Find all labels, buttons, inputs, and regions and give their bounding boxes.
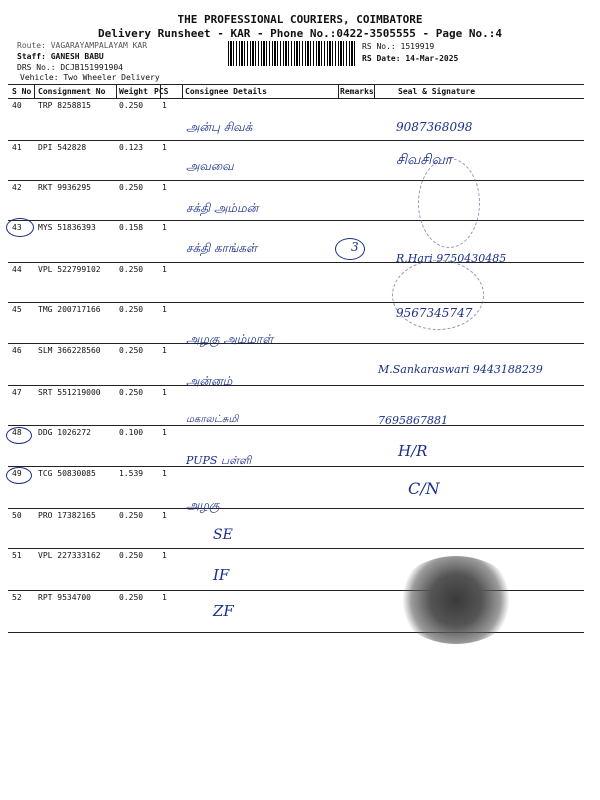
consignee-handwriting: SE (213, 527, 233, 543)
office-stamp (392, 260, 484, 330)
consignee-handwriting: அழகு அம்மாள் (186, 332, 274, 346)
row-sno: 52 (12, 593, 22, 602)
row-weight: 0.250 (119, 551, 144, 560)
row-pcs: 1 (162, 428, 167, 437)
vehicle-label: Vehicle: Two Wheeler Delivery (20, 73, 160, 82)
row-weight: 0.250 (119, 593, 144, 602)
row-pcs: 1 (162, 551, 167, 560)
row-pcs: 1 (162, 388, 167, 397)
row-pcs: 1 (162, 469, 167, 478)
row-pcs: 1 (162, 101, 167, 110)
rs-number: RS No.: 1519919 (362, 42, 435, 51)
row-sno: 45 (12, 305, 22, 314)
row-sno: 43 (12, 223, 22, 232)
consignee-handwriting: அழகு (186, 498, 220, 512)
row-consignment: PRO 17382165 (38, 511, 96, 520)
row-pcs: 1 (162, 183, 167, 192)
consignee-handwriting: அன்பு சிவக் (186, 120, 253, 134)
row-weight: 0.250 (119, 346, 144, 355)
row-weight: 0.250 (119, 101, 144, 110)
consignee-handwriting: அன்னம் (186, 374, 233, 388)
row-consignment: TMG 200717166 (38, 305, 101, 314)
signature-handwriting: 9567345747 (396, 306, 473, 320)
column-remarks: Remarks (340, 87, 374, 96)
row-consignment: VPL 522799102 (38, 265, 101, 274)
circle-mark (6, 427, 32, 444)
row-consignment: DDG 1026272 (38, 428, 91, 437)
ink-stamp (396, 556, 516, 644)
row-pcs: 1 (162, 346, 167, 355)
row-pcs: 1 (162, 223, 167, 232)
company-title: THE PROFESSIONAL COURIERS, COIMBATORE (177, 13, 423, 26)
signature-handwriting: R.Hari 9750430485 (396, 252, 507, 265)
signature-handwriting: C/N (408, 479, 440, 498)
row-pcs: 1 (162, 265, 167, 274)
office-stamp (418, 158, 480, 248)
row-consignment: SLM 366228560 (38, 346, 101, 355)
row-sno: 47 (12, 388, 22, 397)
consignee-handwriting: மகாலட்சுமி (186, 414, 239, 425)
signature-handwriting: 9087368098 (396, 120, 473, 134)
consignee-handwriting: சக்தி காங்கள் (186, 241, 257, 255)
signature-handwriting: சிவசிவா (396, 152, 453, 168)
runsheet-title: Delivery Runsheet - KAR - Phone No.:0422-3505555 - Page No.:4 (98, 27, 502, 40)
row-sno: 49 (12, 469, 22, 478)
rs-date: RS Date: 14-Mar-2025 (362, 54, 459, 63)
circle-mark (335, 238, 365, 260)
row-pcs: 1 (162, 305, 167, 314)
row-sno: 44 (12, 265, 22, 274)
row-weight: 0.250 (119, 305, 144, 314)
column-weight: Weight (119, 87, 148, 96)
runsheet-table (8, 84, 584, 634)
signature-handwriting: H/R (398, 442, 428, 460)
row-sno: 48 (12, 428, 22, 437)
row-pcs: 1 (162, 143, 167, 152)
row-sno: 46 (12, 346, 22, 355)
column-seal: Seal & Signature (398, 87, 476, 96)
row-consignment: TCG 50830085 (38, 469, 96, 478)
row-pcs: 1 (162, 511, 167, 520)
consignee-handwriting: PUPS பள்ளி (186, 454, 252, 467)
consignee-handwriting: IF (213, 566, 230, 584)
circle-mark (6, 218, 34, 237)
consignee-handwriting: அவவை (186, 159, 234, 173)
row-consignment: DPI 542828 (38, 143, 87, 152)
row-weight: 1.539 (119, 469, 144, 478)
row-sno: 41 (12, 143, 22, 152)
row-weight: 0.250 (119, 511, 144, 520)
row-pcs: 1 (162, 593, 167, 602)
column-consignee: Consignee Details (185, 87, 267, 96)
column-sno: S No (12, 87, 32, 96)
staff-label: Staff: GANESH BABU (17, 52, 104, 61)
row-weight: 0.250 (119, 388, 144, 397)
row-sno: 40 (12, 101, 22, 110)
route-label: Route: VAGARAYAMPALAYAM KAR (17, 41, 148, 50)
row-sno: 42 (12, 183, 22, 192)
column-pcs: PCS (154, 87, 169, 96)
row-weight: 0.250 (119, 265, 144, 274)
row-weight: 0.123 (119, 143, 144, 152)
barcode (228, 41, 356, 66)
row-consignment: RPT 9534700 (38, 593, 91, 602)
remarks-handwriting: 3 (351, 240, 359, 254)
column-consignment: Consignment No (38, 87, 106, 96)
row-weight: 0.158 (119, 223, 144, 232)
circle-mark (6, 467, 32, 484)
row-consignment: RKT 9936295 (38, 183, 91, 192)
consignee-handwriting: ZF (213, 602, 234, 620)
signature-handwriting: 7695867881 (378, 414, 448, 427)
row-consignment: VPL 227333162 (38, 551, 101, 560)
row-sno: 51 (12, 551, 22, 560)
row-consignment: TRP 8258815 (38, 101, 91, 110)
row-weight: 0.100 (119, 428, 144, 437)
row-consignment: SRT 551219000 (38, 388, 101, 397)
row-consignment: MYS 51836393 (38, 223, 96, 232)
row-sno: 50 (12, 511, 22, 520)
drs-label: DRS No.: DCJB151991904 (17, 63, 123, 72)
consignee-handwriting: சக்தி அம்மன் (186, 201, 259, 215)
row-weight: 0.250 (119, 183, 144, 192)
signature-handwriting: M.Sankaraswari 9443188239 (378, 363, 543, 376)
